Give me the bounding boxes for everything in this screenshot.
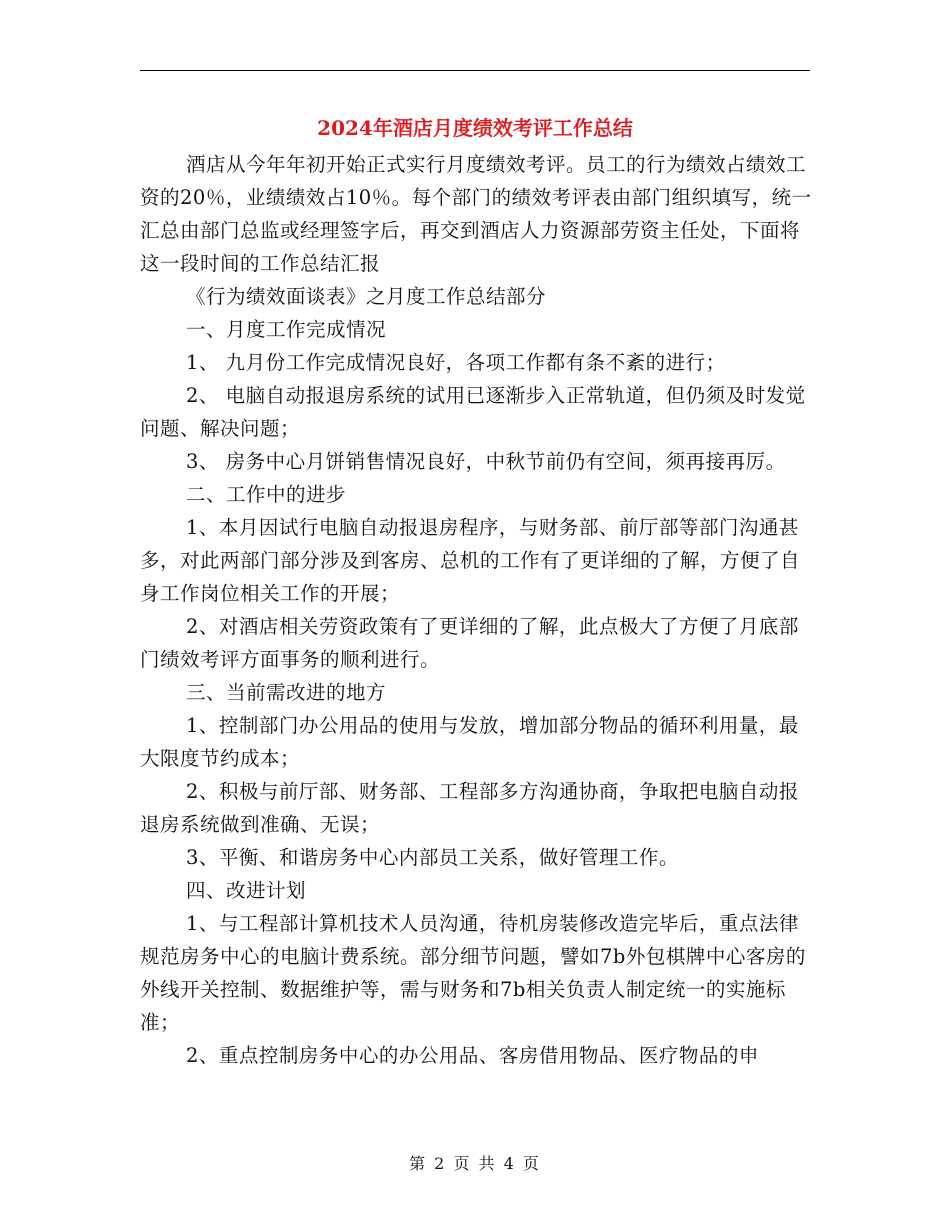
- section-heading-improvements-needed: 三、当前需改进的地方: [186, 681, 387, 704]
- list-item: 3、平衡、和谐房务中心内部员工关系，做好管理工作。: [186, 846, 679, 869]
- document-title: 2024年酒店月度绩效考评工作总结: [317, 116, 633, 140]
- header-rule: [140, 70, 810, 71]
- paragraph-form-heading: 《行为绩效面谈表》之月度工作总结部分: [186, 285, 547, 308]
- list-item: 2、重点控制房务中心的办公用品、客房借用物品、医疗物品的申: [186, 1044, 759, 1067]
- section-heading-completion: 一、月度工作完成情况: [186, 318, 387, 341]
- list-item: 1、与工程部计算机技术人员沟通，待机房装修改造完毕后，重点法律规范房务中心的电脑计费系统。部分细节问题，譬如7b外包棋牌中心客房的外线开关控制、数据维护等，需与财务和7b相关负责人制定统一的实施标准；: [140, 912, 806, 1034]
- list-item: 1、 九月份工作完成情况良好，各项工作都有条不紊的进行；: [186, 351, 726, 374]
- list-item: 2、 电脑自动报退房系统的试用已逐渐步入正常轨道，但仍须及时发觉问题、解决问题；: [140, 384, 806, 440]
- list-item: 1、本月因试行电脑自动报退房程序，与财务部、前厅部等部门沟通甚多，对此两部门部分涉及到客房、总机的工作有了更详细的了解，方便了自身工作岗位相关工作的开展；: [140, 516, 801, 605]
- paragraph-intro: 酒店从今年年初开始正式实行月度绩效考评。员工的行为绩效占绩效工资的20％，业绩绩效占10％。每个部门的绩效考评表由部门组织填写，统一汇总由部门总监或经理签字后，再交到酒店人力资源部劳资主任处，下面将这一段时间的工作总结汇报: [140, 153, 812, 275]
- section-heading-improvement-plan: 四、改进计划: [186, 879, 307, 902]
- list-item: 1、控制部门办公用品的使用与发放，增加部分物品的循环利用量，最大限度节约成本；: [140, 714, 799, 770]
- list-item: 2、积极与前厅部、财务部、工程部多方沟通协商，争取把电脑自动报退房系统做到准确、无误；: [140, 780, 799, 836]
- page-number-footer: 第 2 页 共 4 页: [409, 1154, 541, 1173]
- document-body: [140, 148, 816, 1072]
- list-item: 3、 房务中心月饼销售情况良好，中秋节前仍有空间，须再接再厉。: [186, 450, 786, 473]
- list-item: 2、对酒店相关劳资政策有了更详细的了解，此点极大了方便了月底部门绩效考评方面事务的顺利进行。: [140, 615, 799, 671]
- section-heading-progress: 二、工作中的进步: [186, 483, 347, 506]
